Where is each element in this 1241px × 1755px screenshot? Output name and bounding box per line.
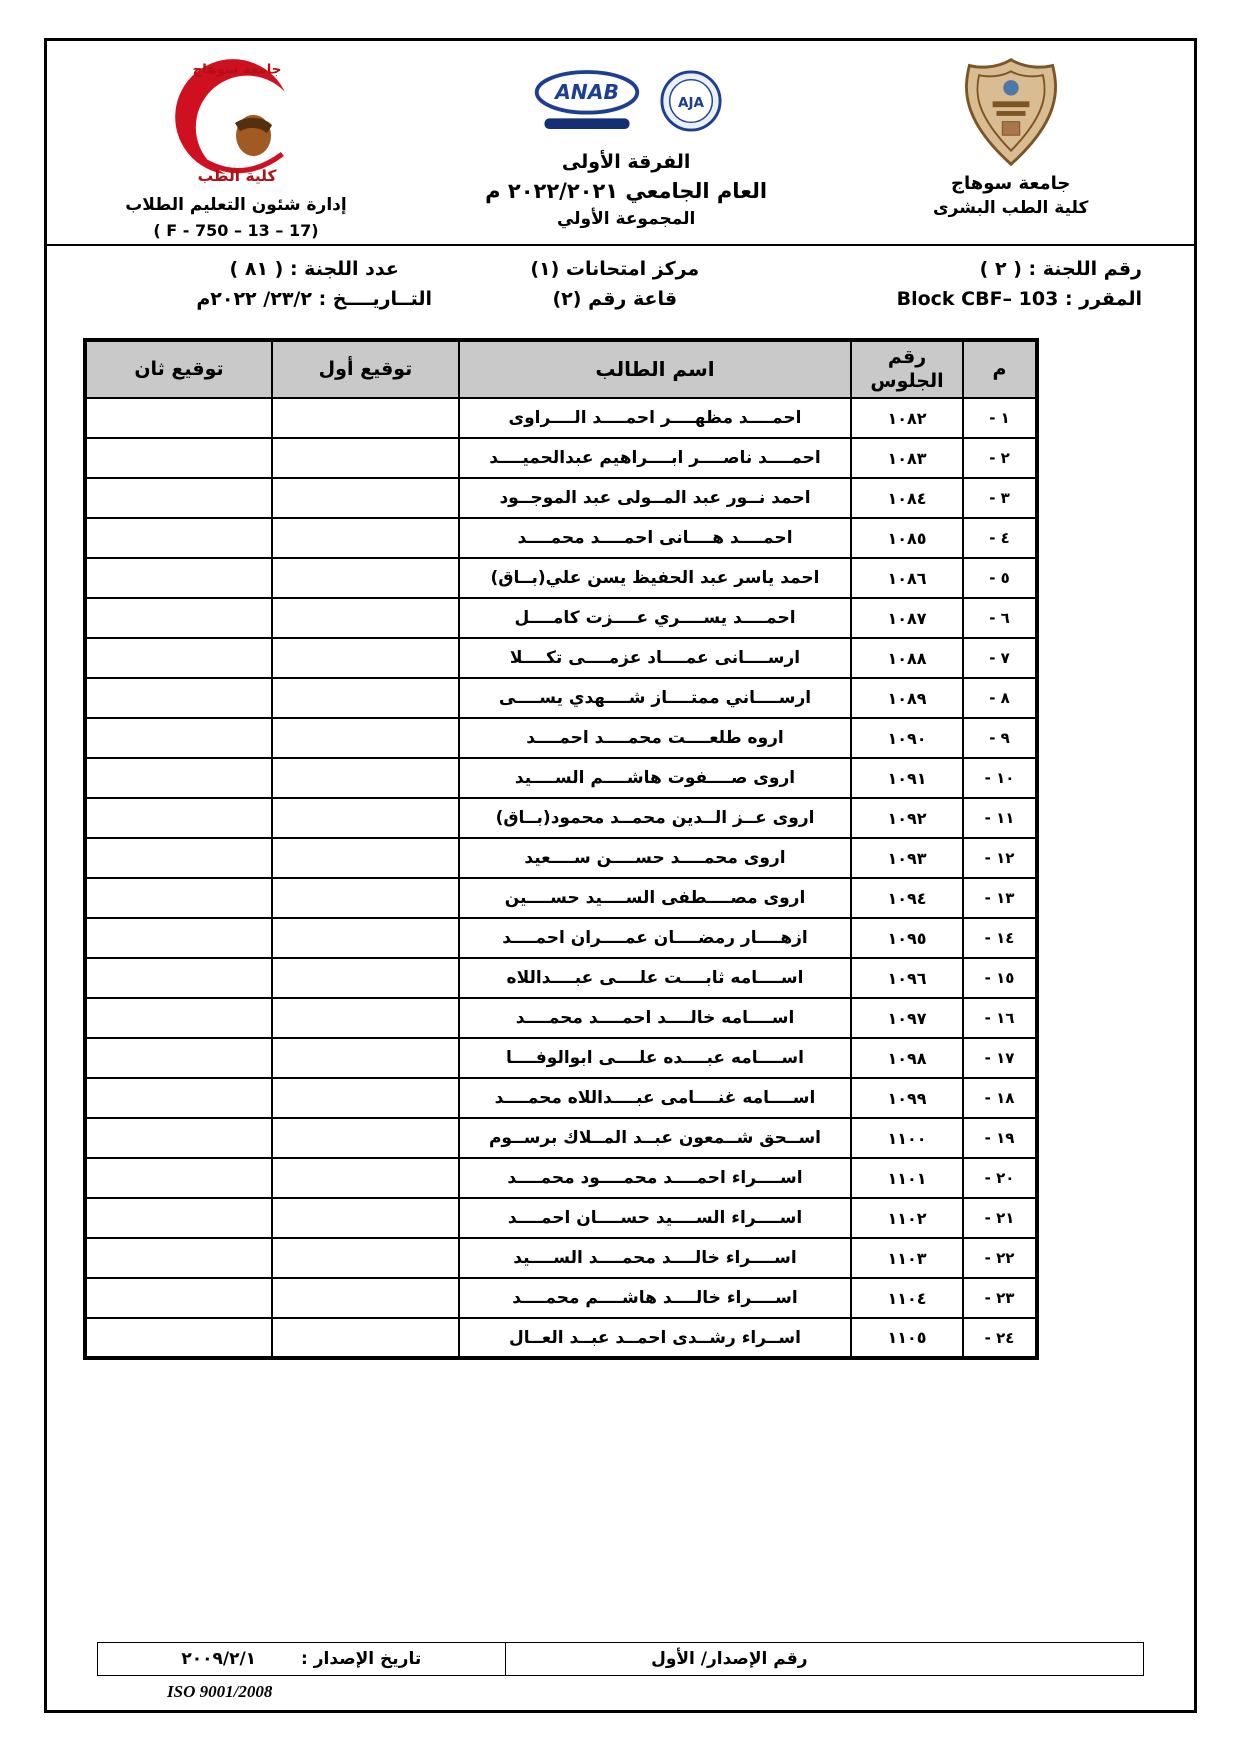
first-signature-cell <box>272 638 459 678</box>
exam-center-label: مركز امتحانات (١) <box>530 258 700 280</box>
row-serial: ١٢ - <box>963 838 1037 878</box>
second-signature-cell <box>85 398 272 438</box>
table-row <box>85 638 1037 678</box>
student-name: اروه طلعــــت محمــــد احمــــد <box>459 718 851 758</box>
seat-number: ١٠٩٢ <box>851 798 963 838</box>
seat-number: ١٠٨٦ <box>851 558 963 598</box>
table-row <box>85 438 1037 478</box>
admin-header-block <box>55 55 417 240</box>
course-label: المقرر : Block CBF– 103 <box>896 288 1142 310</box>
svg-text:كلية الطب: كلية الطب <box>197 166 277 185</box>
first-signature-cell <box>272 1238 459 1278</box>
col-header-seat <box>851 340 963 398</box>
row-serial: ٢٣ - <box>963 1278 1037 1318</box>
second-signature-cell <box>85 718 272 758</box>
seat-number: ١٠٩٨ <box>851 1038 963 1078</box>
first-signature-cell <box>272 478 459 518</box>
row-serial: ١٥ - <box>963 958 1037 998</box>
university-header-block <box>835 55 1186 240</box>
seat-number: ١٠٨٧ <box>851 598 963 638</box>
second-signature-cell <box>85 1278 272 1318</box>
student-name: ازهــــار رمضــــان عمــــران احمــــد <box>459 918 851 958</box>
faculty-name: كلية الطب البشرى <box>933 198 1089 218</box>
table-row <box>85 918 1037 958</box>
second-signature-cell <box>85 998 272 1038</box>
first-signature-cell <box>272 1118 459 1158</box>
second-signature-cell <box>85 878 272 918</box>
second-signature-cell <box>85 518 272 558</box>
seat-number: ١٠٩٩ <box>851 1078 963 1118</box>
student-name: اروى صــــفوت هاشــــم الســــيد <box>459 758 851 798</box>
first-signature-cell <box>272 518 459 558</box>
first-signature-cell <box>272 1278 459 1318</box>
svg-text:AJA: AJA <box>678 94 705 111</box>
grade-title: الفرقة الأولى <box>561 151 691 173</box>
seat-number: ١٠٨٥ <box>851 518 963 558</box>
first-signature-cell <box>272 918 459 958</box>
col-header-seat-line1: رقم <box>887 345 927 368</box>
student-name: اســــراء احمــــد محمــــود محمــــد <box>459 1158 851 1198</box>
second-signature-cell <box>85 638 272 678</box>
group-title: المجموعة الأولي <box>556 209 696 229</box>
seat-number: ١١٠٢ <box>851 1198 963 1238</box>
seat-number: ١٠٩١ <box>851 758 963 798</box>
second-signature-cell <box>85 558 272 598</box>
table-row <box>85 1158 1037 1198</box>
student-roster-table <box>83 338 1039 1360</box>
student-name: احمــــد هــــانى احمــــد محمــــد <box>459 518 851 558</box>
table-row <box>85 1318 1037 1358</box>
form-code: ( F - 750 – 13 – 17) <box>153 221 319 240</box>
seat-number: ١٠٩٠ <box>851 718 963 758</box>
university-emblem-logo <box>951 55 1071 169</box>
table-row <box>85 958 1037 998</box>
student-name: احمــــد يســــري عــــزت كامــــل <box>459 598 851 638</box>
student-name: ارســــاني ممتــــاز شــــهدي يســــى <box>459 678 851 718</box>
anab-accreditation-logo <box>529 66 645 136</box>
table-header-row <box>85 340 1037 398</box>
admin-department: إدارة شئون التعليم الطلاب <box>125 195 347 215</box>
svg-text:ANAB: ANAB <box>555 80 620 105</box>
aja-certification-seal-icon <box>659 69 723 133</box>
page-header <box>47 41 1194 244</box>
first-signature-cell <box>272 1078 459 1118</box>
seat-number: ١١٠٠ <box>851 1118 963 1158</box>
row-serial: ٥ - <box>963 558 1037 598</box>
row-serial: ٢٠ - <box>963 1158 1037 1198</box>
table-row <box>85 398 1037 438</box>
table-row <box>85 1278 1037 1318</box>
row-serial: ١١ - <box>963 798 1037 838</box>
row-serial: ١٣ - <box>963 878 1037 918</box>
seat-number: ١١٠٣ <box>851 1238 963 1278</box>
student-name: اســــامه خالــــد احمــــد محمــــد <box>459 998 851 1038</box>
first-signature-cell <box>272 1318 459 1358</box>
student-name: احمد نــور عبد المــولى عبد الموجــود <box>459 478 851 518</box>
student-name: اســــامه غنــــامى عبــــداللاه محمــــد <box>459 1078 851 1118</box>
row-serial: ٢١ - <box>963 1198 1037 1238</box>
roster-body <box>85 398 1037 1358</box>
table-row <box>85 1238 1037 1278</box>
first-signature-cell <box>272 878 459 918</box>
second-signature-cell <box>85 1118 272 1158</box>
row-serial: ٧ - <box>963 638 1037 678</box>
row-serial: ٨ - <box>963 678 1037 718</box>
svg-text:جامعة سوهاج: جامعة سوهاج <box>192 62 282 78</box>
student-name: اروى عــز الــدين محمــد محمود(بــاق) <box>459 798 851 838</box>
first-signature-cell <box>272 798 459 838</box>
row-serial: ١٧ - <box>963 1038 1037 1078</box>
student-name: ارســــانى عمــــاد عزمــــى تكــــلا <box>459 638 851 678</box>
table-row <box>85 478 1037 518</box>
student-name: احمــــد مظهــــر احمــــد الــــراوى <box>459 398 851 438</box>
table-row <box>85 798 1037 838</box>
university-name: جامعة سوهاج <box>950 173 1071 194</box>
page-footer <box>97 1642 1144 1702</box>
row-serial: ٣ - <box>963 478 1037 518</box>
second-signature-cell <box>85 1318 272 1358</box>
second-signature-cell <box>85 918 272 958</box>
table-row <box>85 518 1037 558</box>
row-serial: ٢ - <box>963 438 1037 478</box>
faculty-crescent-logo <box>169 55 303 185</box>
issue-date-value: ٢٠٠٩/٢/١ <box>181 1649 257 1669</box>
student-name: اســــراء خالــــد محمــــد الســــيد <box>459 1238 851 1278</box>
committee-count-label: عدد اللجنة : ( ٨١ ) <box>229 258 399 280</box>
student-name: اســــامه ثابــــت علــــى عبــــداللاه <box>459 958 851 998</box>
col-header-seat-line2: الجلوس <box>870 369 944 392</box>
exam-info-row-1 <box>47 254 1194 284</box>
first-signature-cell <box>272 838 459 878</box>
seat-number: ١٠٨٢ <box>851 398 963 438</box>
second-signature-cell <box>85 958 272 998</box>
second-signature-cell <box>85 798 272 838</box>
student-name: احمد ياسر عبد الحفيظ يسن علي(بــاق) <box>459 558 851 598</box>
row-serial: ٩ - <box>963 718 1037 758</box>
second-signature-cell <box>85 1198 272 1238</box>
second-signature-cell <box>85 1238 272 1278</box>
exam-info-section <box>47 244 1194 326</box>
academic-year: العام الجامعي ٢٠٢٢/٢٠٢١ م <box>485 179 768 203</box>
seat-number: ١٠٨٩ <box>851 678 963 718</box>
seat-number: ١١٠٤ <box>851 1278 963 1318</box>
table-row <box>85 558 1037 598</box>
student-name: اروى مصــــطفى الســــيد حســــين <box>459 878 851 918</box>
center-header-block <box>417 55 835 240</box>
row-serial: ٦ - <box>963 598 1037 638</box>
table-row <box>85 1118 1037 1158</box>
first-signature-cell <box>272 558 459 598</box>
accreditation-logos <box>417 59 835 143</box>
first-signature-cell <box>272 438 459 478</box>
seat-number: ١٠٩٧ <box>851 998 963 1038</box>
row-serial: ١٠ - <box>963 758 1037 798</box>
seat-number: ١٠٩٦ <box>851 958 963 998</box>
seat-number: ١١٠١ <box>851 1158 963 1198</box>
student-name: اســحق شــمعون عبــد المــلاك برســوم <box>459 1118 851 1158</box>
student-name: اســــراء الســــيد حســــان احمــــد <box>459 1198 851 1238</box>
table-row <box>85 1198 1037 1238</box>
student-name: اســــراء خالــــد هاشــــم محمــــد <box>459 1278 851 1318</box>
row-serial: ٢٤ - <box>963 1318 1037 1358</box>
seat-number: ١٠٩٣ <box>851 838 963 878</box>
second-signature-cell <box>85 598 272 638</box>
issue-date-cell <box>98 1643 506 1675</box>
issue-date-label: تاريخ الإصدار : <box>301 1649 422 1669</box>
col-header-first-signature: توقيع أول <box>272 340 459 398</box>
first-signature-cell <box>272 598 459 638</box>
page-border-frame <box>44 38 1197 1713</box>
table-row <box>85 758 1037 798</box>
seat-number: ١٠٨٨ <box>851 638 963 678</box>
row-serial: ١٤ - <box>963 918 1037 958</box>
first-signature-cell <box>272 958 459 998</box>
second-signature-cell <box>85 438 272 478</box>
second-signature-cell <box>85 478 272 518</box>
row-serial: ١ - <box>963 398 1037 438</box>
row-serial: ١٨ - <box>963 1078 1037 1118</box>
seat-number: ١٠٩٤ <box>851 878 963 918</box>
table-row <box>85 998 1037 1038</box>
first-signature-cell <box>272 398 459 438</box>
col-header-serial: م <box>963 340 1037 398</box>
row-serial: ١٦ - <box>963 998 1037 1038</box>
row-serial: ١٩ - <box>963 1118 1037 1158</box>
row-serial: ٤ - <box>963 518 1037 558</box>
table-row <box>85 718 1037 758</box>
first-signature-cell <box>272 758 459 798</box>
hall-label: قاعة رقم (٢) <box>552 288 678 310</box>
row-serial: ٢٢ - <box>963 1238 1037 1278</box>
table-row <box>85 598 1037 638</box>
seat-number: ١١٠٥ <box>851 1318 963 1358</box>
committee-number-label: رقم اللجنة : ( ٢ ) <box>979 258 1142 280</box>
first-signature-cell <box>272 1198 459 1238</box>
exam-info-row-2 <box>47 284 1194 314</box>
second-signature-cell <box>85 758 272 798</box>
second-signature-cell <box>85 838 272 878</box>
table-row <box>85 838 1037 878</box>
first-signature-cell <box>272 1158 459 1198</box>
table-row <box>85 1038 1037 1078</box>
first-signature-cell <box>272 998 459 1038</box>
seat-number: ١٠٨٣ <box>851 438 963 478</box>
issue-number-label: رقم الإصدار/ الأول <box>651 1649 808 1669</box>
student-name: اســراء رشــدى احمــد عبــد العــال <box>459 1318 851 1358</box>
iso-certification-label: ISO 9001/2008 <box>167 1682 273 1701</box>
first-signature-cell <box>272 718 459 758</box>
second-signature-cell <box>85 1078 272 1118</box>
table-row <box>85 1078 1037 1118</box>
second-signature-cell <box>85 1158 272 1198</box>
table-row <box>85 878 1037 918</box>
first-signature-cell <box>272 678 459 718</box>
second-signature-cell <box>85 678 272 718</box>
seat-number: ١٠٩٥ <box>851 918 963 958</box>
seat-number: ١٠٨٤ <box>851 478 963 518</box>
second-signature-cell <box>85 1038 272 1078</box>
table-row <box>85 678 1037 718</box>
col-header-second-signature: توقيع ثان <box>85 340 272 398</box>
student-name: اروى محمــــد حســــن ســــعيد <box>459 838 851 878</box>
col-header-student-name: اسم الطالب <box>459 340 851 398</box>
issue-info-box <box>97 1642 1144 1676</box>
exam-date-label: التــاريــــخ : ٢٣/٢/ ٢٠٢٢م <box>196 288 433 310</box>
first-signature-cell <box>272 1038 459 1078</box>
student-name: احمــــد ناصــــر ابــــراهيم عبدالحميــــد <box>459 438 851 478</box>
student-name: اســــامه عبــــده علــــى ابوالوفــــا <box>459 1038 851 1078</box>
